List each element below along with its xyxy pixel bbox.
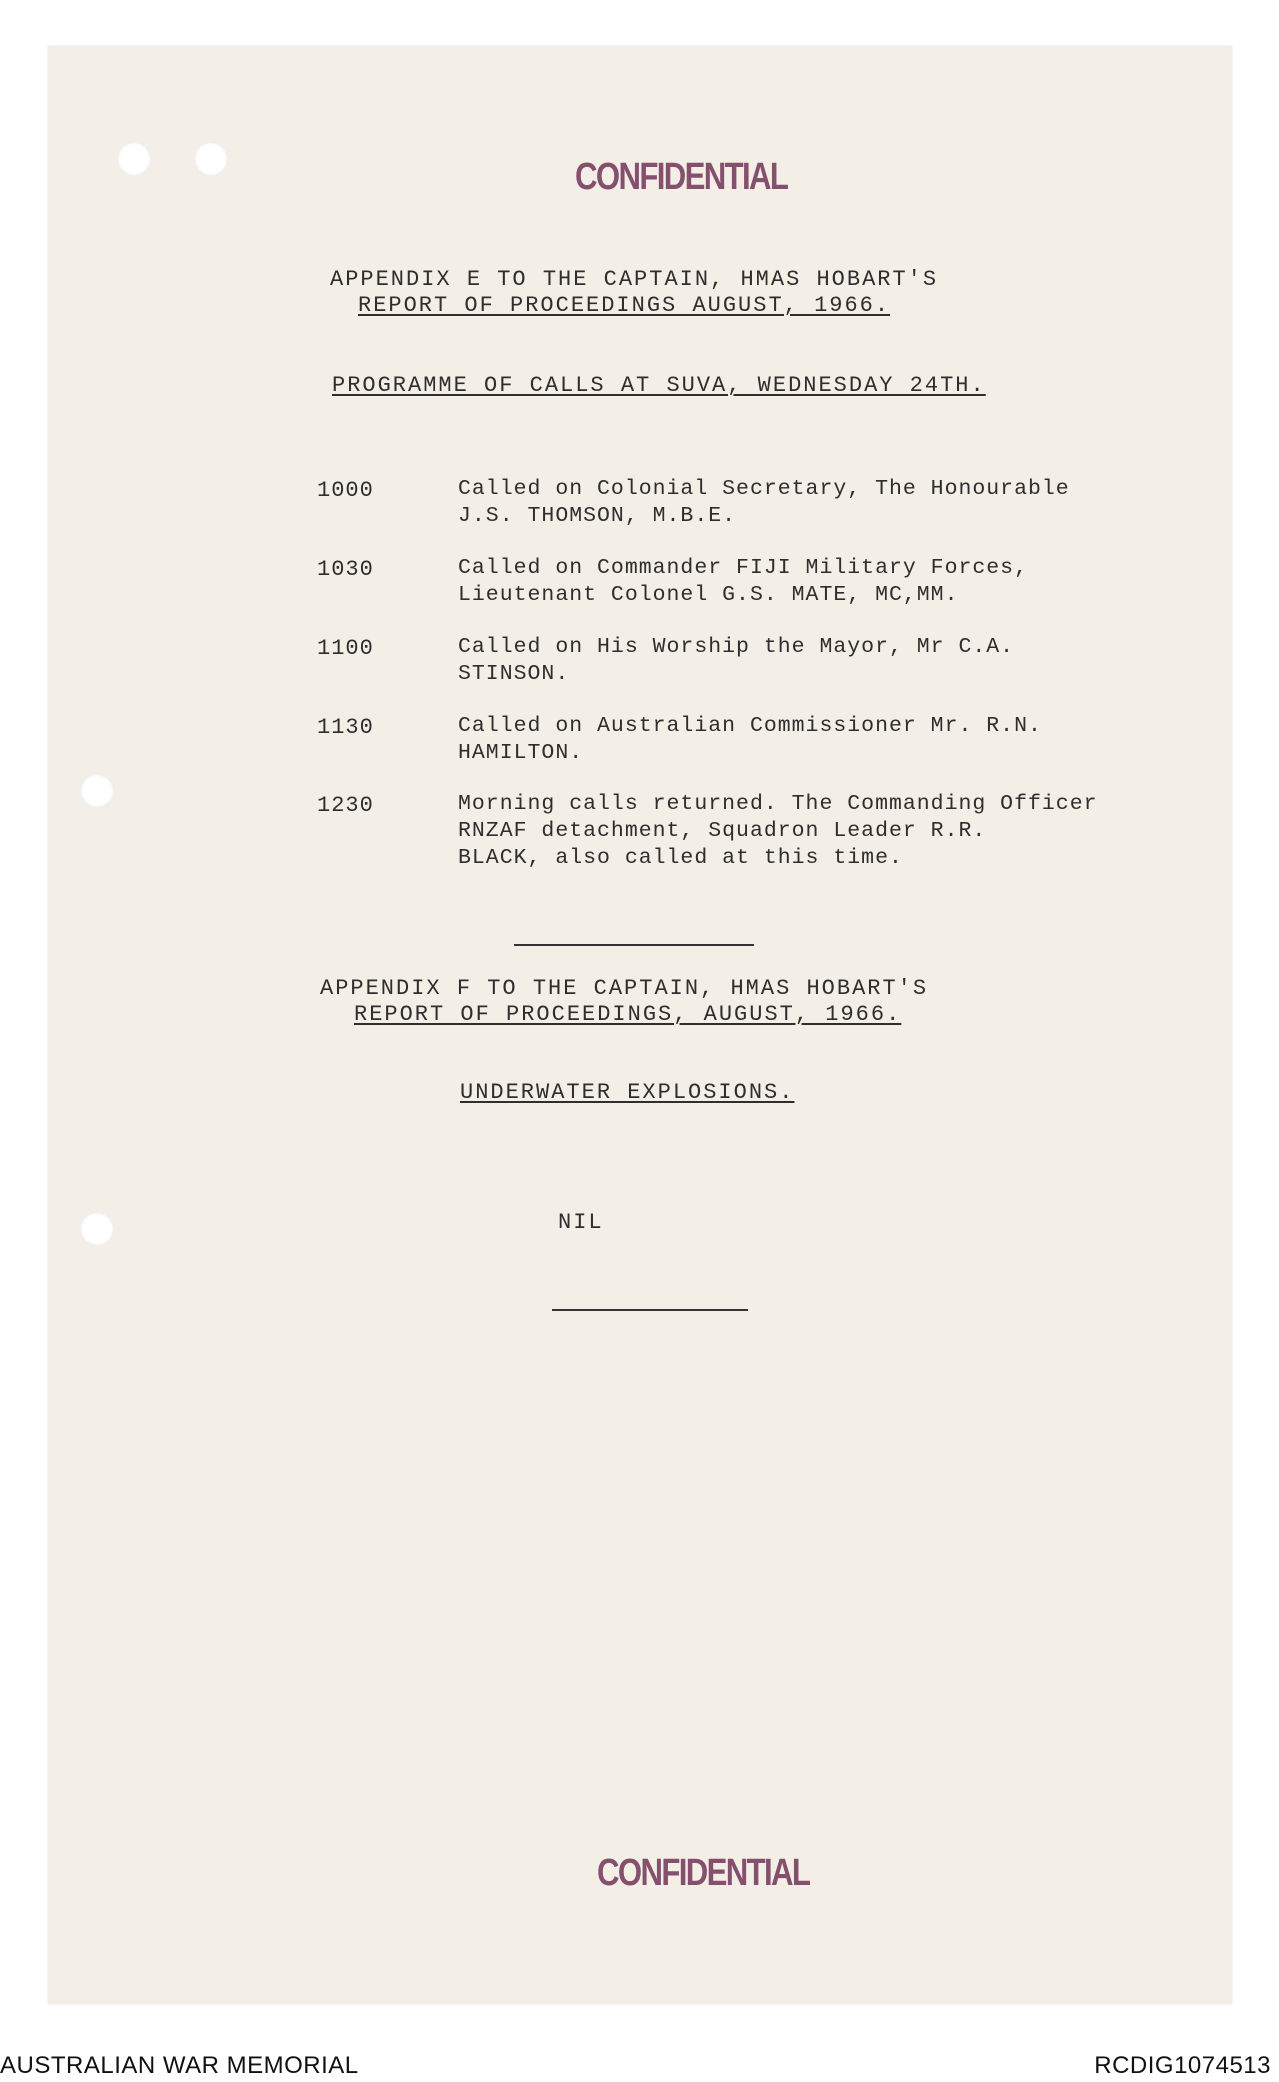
footer-record-id: RCDIG1074513 <box>1094 2052 1271 2079</box>
call-description <box>458 634 1118 688</box>
call-description <box>458 791 1118 872</box>
call-line: Morning calls returned. The Commanding Officer <box>458 792 1098 816</box>
section-divider <box>514 944 754 946</box>
call-line: HAMILTON. <box>458 741 584 765</box>
call-line: Called on Colonial Secretary, The Honourable <box>458 477 1070 501</box>
call-time: 1000 <box>317 478 374 503</box>
confidential-stamp-top: CONFIDENTIAL <box>575 156 788 198</box>
call-time: 1230 <box>317 793 374 818</box>
call-description <box>458 476 1118 530</box>
call-line: Called on Australian Commissioner Mr. R.N. <box>458 714 1042 738</box>
call-description <box>458 713 1118 767</box>
punch-hole <box>194 142 228 176</box>
call-line: J.S. THOMSON, M.B.E. <box>458 504 737 528</box>
call-line: RNZAF detachment, Squadron Leader R.R. <box>458 819 987 843</box>
call-time: 1030 <box>317 557 374 582</box>
punch-hole <box>80 774 114 808</box>
call-line: Called on His Worship the Mayor, Mr C.A. <box>458 635 1015 659</box>
call-description <box>458 555 1118 609</box>
call-line: Lieutenant Colonel G.S. MATE, MC,MM. <box>458 583 959 607</box>
punch-hole <box>80 1212 114 1246</box>
call-time: 1130 <box>317 715 374 740</box>
call-line: Called on Commander FIJI Military Forces, <box>458 556 1028 580</box>
appendix-f-heading-line2: REPORT OF PROCEEDINGS, AUGUST, 1966. <box>354 1002 902 1027</box>
appendix-f-subheading: UNDERWATER EXPLOSIONS. <box>460 1080 795 1105</box>
punch-hole <box>117 142 151 176</box>
appendix-f-body: NIL <box>558 1210 604 1235</box>
footer-source: AUSTRALIAN WAR MEMORIAL <box>0 2052 359 2079</box>
appendix-e-heading-line2: REPORT OF PROCEEDINGS AUGUST, 1966. <box>358 293 891 318</box>
appendix-f-heading-line1: APPENDIX F TO THE CAPTAIN, HMAS HOBART'S <box>320 976 929 1001</box>
call-line: STINSON. <box>458 662 570 686</box>
call-line: BLACK, also called at this time. <box>458 846 903 870</box>
call-time: 1100 <box>317 636 374 661</box>
confidential-stamp-bottom: CONFIDENTIAL <box>597 1852 810 1894</box>
appendix-e-heading-line1: APPENDIX E TO THE CAPTAIN, HMAS HOBART'S <box>330 267 939 292</box>
end-rule <box>552 1309 748 1311</box>
appendix-e-subheading: PROGRAMME OF CALLS AT SUVA, WEDNESDAY 24TH. <box>332 373 986 398</box>
